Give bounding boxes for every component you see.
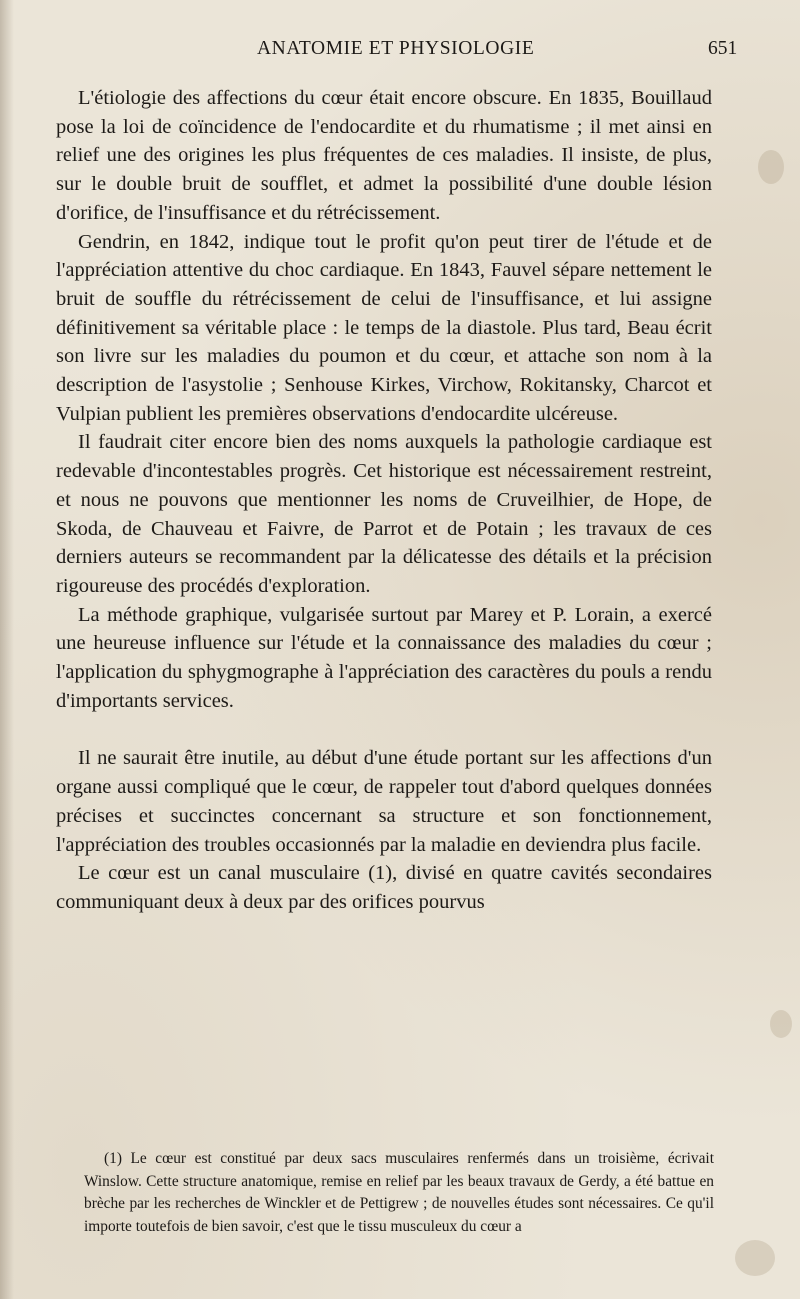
main-text (56, 84, 712, 917)
page-header (0, 38, 800, 68)
running-head: ANATOMIE ET PHYSIOLOGIE (257, 38, 535, 59)
paper-stain (735, 1240, 775, 1276)
paper-stain (758, 150, 784, 184)
paragraph: La méthode graphique, vulgarisée surtout par Marey et P. Lorain, a exercé une heureuse influence sur l'étude et la connaissance des maladies du cœur ; l'application du sphygmographe à l'appréciation des caractères du pouls a rendu d'importants services. (56, 603, 712, 712)
section-gap (56, 715, 712, 744)
footnote (84, 1148, 714, 1238)
paragraph: L'étiologie des affections du cœur était encore obscure. En 1835, Bouillaud pose la loi de coïncidence de l'endocardite et du rhumatisme ; il met ainsi en relief une des origines les plus fréquentes de ces maladies. Il insiste, de plus, sur le double bruit de soufflet, et admet la possibilité d'une double lésion d'orifice, de l'insuffisance et du rétrécissement. (56, 87, 712, 224)
paragraph: Le cœur est un canal musculaire (1), divisé en quatre cavités secondaires communiquant deux à deux par des orifices pourvus (56, 862, 712, 913)
paragraph: Gendrin, en 1842, indique tout le profit qu'on peut tirer de l'étude et de l'appréciation attentive du choc cardiaque. En 1843, Fauvel sépare nettement le bruit de souffle du rétrécissement de celui de l'insuffisance, et lui assigne définitivement sa véritable place : le temps de la diastole. Plus tard, Beau écrit son livre sur les maladies du poumon et du cœur, et attache son nom à la description de l'asystolie ; Senhouse Kirkes, Virchow, Rokitansky, Charcot et Vulpian publient les premières observations d'endocardite ulcéreuse. (56, 230, 712, 425)
paragraph: Il faudrait citer encore bien des noms auxquels la pathologie cardiaque est redevable d'incontestables progrès. Cet historique est nécessairement restreint, et nous ne pouvons que mentionner les noms de Cruveilhier, de Hope, de Skoda, de Chauveau et Faivre, de Parrot et de Potain ; les travaux de ces derniers auteurs se recommandent par la délicatesse des détails et la précision rigoureuse des procédés d'exploration. (56, 431, 712, 597)
footnote-text: (1) Le cœur est constitué par deux sacs musculaires renfermés dans un troisième, écrivait Winslow. Cette structure anatomique, remise en relief par les beaux travaux de Gerdy, a été battue en brèche par les recherches de Winckler et de Pettigrew ; de nouvelles études sont nécessaires. Ce qu'il importe toutefois de bien savoir, c'est que le tissu musculeux du cœur a (84, 1150, 714, 1235)
paragraph: Il ne saurait être inutile, au début d'une étude portant sur les affections d'un organe aussi compliqué que le cœur, de rappeler tout d'abord quelques données précises et succinctes concernant sa structure et son fonctionnement, l'appréciation des troubles occasionnés par la maladie en deviendra plus facile. (56, 747, 712, 856)
page-gutter-shadow (0, 0, 14, 1299)
paper-stain (770, 1010, 792, 1038)
page-number: 651 (708, 38, 738, 59)
